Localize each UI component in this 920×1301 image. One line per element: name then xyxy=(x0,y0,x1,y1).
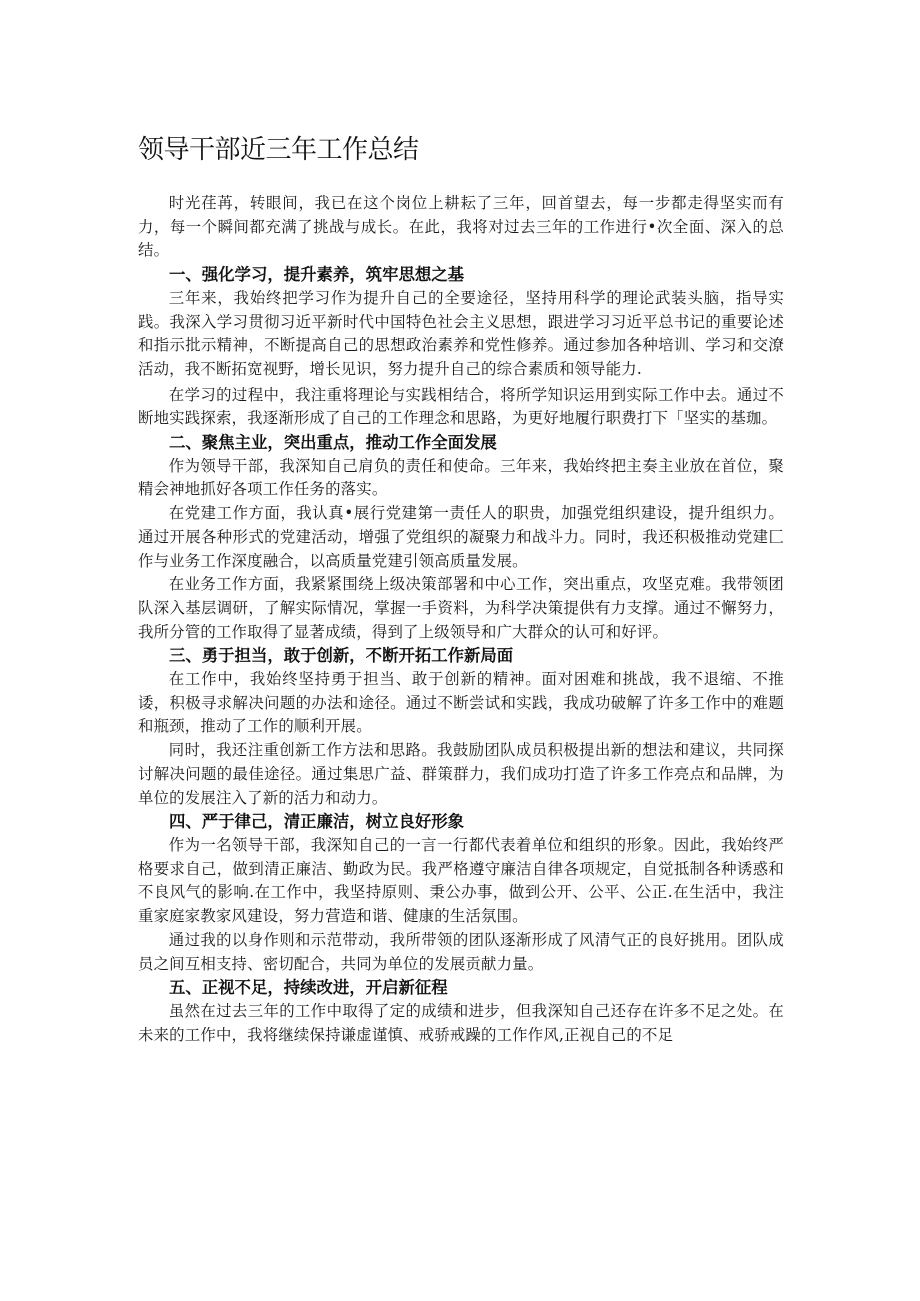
section-paragraph: 虽然在过去三年的工作中取得了定的成绩和进步，但我深知自己还存在许多不足之处。在未来的工作中，我将继续保持谦虚谨慎、戒骄戒躁的工作作风,正视自己的不足 xyxy=(138,1001,784,1044)
section-2 xyxy=(138,431,784,644)
section-paragraph: 在学习的过程中，我注重将理论与实践相结合，将所学知识运用到实际工作中去。通过不断地实践探索，我逐渐形成了自己的工作理念和思路，为更好地履行职费打下「坚实的基珈。 xyxy=(138,385,784,428)
section-heading: 三、勇于担当，敢于创新，不断开拓工作新局面 xyxy=(169,646,514,666)
section-paragraph: 在业务工作方面，我紧紧围绕上级决策部署和中心工作，突出重点，攻坚克难。我带领团队深入基层调研，了解实际情况，掌握一手资料，为科学决策提供有力支撑。通过不懈努力，我所分管的工作取得了显著成绩，得到了上级领导和广大群众的认可和好评。 xyxy=(138,575,784,641)
section-paragraph: 作为领导干部，我深知自己肩负的责任和使命。三年来，我始终把主奏主业放在首位，聚精会神地抓好各项工作任务的落实。 xyxy=(138,456,784,499)
document-body xyxy=(138,130,784,1047)
section-3 xyxy=(138,644,784,810)
section-heading: 四、严于律己，清正廉洁，树立良好形象 xyxy=(169,812,465,832)
document-title: 领导干部近三年工作总结 xyxy=(138,135,419,165)
section-paragraph: 三年来，我始终把学习作为提升自己的全要途径，坚持用科学的理论武装头脑，指导实践。我深入学习贯彻习近平新时代中国特色社会主义思想，跟进学习习近平总书记的重要论述和指示批示精神，不断提高自己的思想政治素养和党性修养。通过参加各种培训、学习和交潦活动，我不断拓宽视野，增长见识，努力提升自己的综合素质和领导能力. xyxy=(138,288,784,378)
section-4 xyxy=(138,810,784,976)
section-heading: 一、强化学习，提升素养，筑牢思想之基 xyxy=(169,265,465,285)
section-heading: 五、正视不足，持续改进，开启新征程 xyxy=(169,978,448,998)
section-paragraph: 在工作中，我始终坚持勇于担当、敢于创新的精神。面对困难和挑战，我不退缩、不推诿，积极寻求解决问题的办法和途径。通过不断尝试和实践，我成功破解了许多工作中的难题和瓶颈，推动了工作的顺利开展。 xyxy=(138,670,784,736)
section-paragraph: 在党建工作方面，我认真•展行党建第一责任人的职贵，加强党组织建设，提升组织力。通过开展各种形式的党建活动，增强了党组织的凝聚力和战斗力。同时，我还积极推动党建匚作与业务工作深度融合，以高质量党建引领高质量发展。 xyxy=(138,504,784,570)
intro-paragraph: 时光荏苒，转眼间，我已在这个岗位上耕耘了三年，回首望去，每一步都走得坚实而有力，每一个瞬间都充满了挑战与成长。在此，我将对过去三年的工作进行•次全面、深入的总结。 xyxy=(138,194,784,260)
section-5 xyxy=(138,976,784,1047)
section-heading: 二、聚焦主业，突出重点，推动工作全面发展 xyxy=(169,433,497,453)
section-paragraph: 通过我的以身作则和示范带动，我所带领的团队逐渐形成了风清气正的良好挑用。团队成员之间互相支持、密切配合，共同为单位的发展贡献力量。 xyxy=(138,930,784,973)
section-paragraph: 同时，我还注重创新工作方法和思路。我鼓励团队成员积极提出新的想法和建议，共同探讨解决问题的最佳途径。通过集思广益、群策群力，我们成功打造了许多工作亮点和品牌，为单位的发展注入了新的活力和动力。 xyxy=(138,741,784,807)
section-paragraph: 作为一名领导干部，我深知自己的一言一行都代表着单位和组织的形象。因此，我始终严格要求自己，做到清正廉洁、勤政为民。我严格遵守廉洁自律各项规定，自觉抵制各种诱惑和不良风气的影响.在工作中，我坚持原则、秉公办事，做到公开、公平、公正.在生活中，我注重家庭家教家风建设，努力营造和谐、健康的生活氛围。 xyxy=(138,835,784,926)
section-1 xyxy=(138,263,784,431)
